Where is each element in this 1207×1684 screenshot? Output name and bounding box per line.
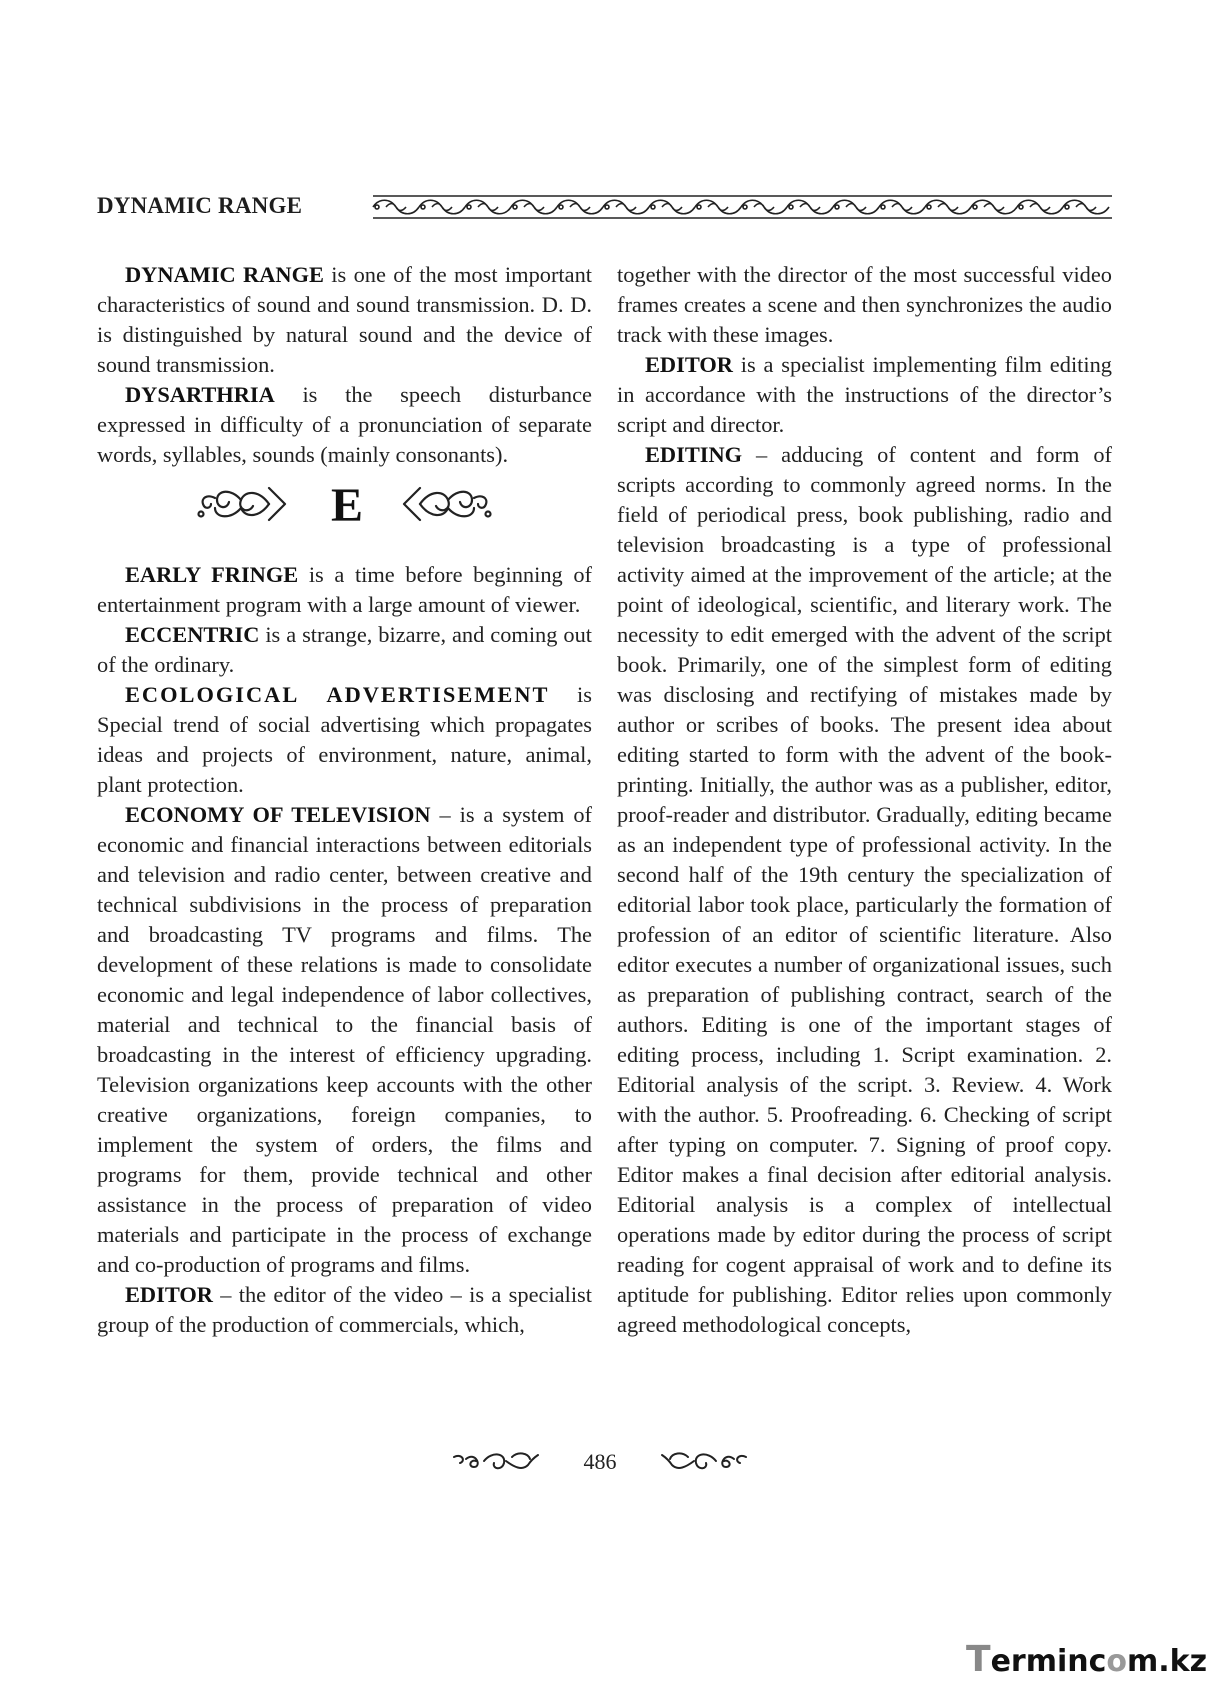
ornament-right-icon — [402, 480, 492, 528]
watermark-lead: T — [966, 1639, 991, 1680]
entry-definition: is a strange, bizarre, and coming out of the ordinary. — [97, 622, 592, 677]
entry-term: EDITOR — [645, 352, 733, 377]
entry-definition: is a specialist implementing film editing in accordance with the instructions of the director’s script and director. — [617, 352, 1112, 437]
entry-continuation: together with the director of the most successful video frames creates a scene and then synchronizes the audio track with these images. — [617, 262, 1112, 347]
running-head-title: DYNAMIC RANGE — [97, 193, 303, 218]
watermark-part1: erminc — [990, 1644, 1107, 1679]
left-column — [97, 260, 592, 1340]
entry-definition: – is a system of economic and financial interactions between editorials and television and radio center, between creative and technical subdivisions in the process of preparation and broadcasting TV programs and films. The development of these relations is made to consolidate economic and legal independence of labor collectives, material and technical to the financial basis of broadcasting in the interest of efficiency upgrading. Television organizations keep accounts with the other creative organizations, foreign companies, to implement the system of orders, the films and programs for them, provide technical and other assistance in the process of preparation of video materials and participate in the process of exchange and co-production of programs and films. — [97, 802, 592, 1277]
page-number: 486 — [583, 1449, 617, 1474]
section-divider — [97, 470, 592, 554]
page-footer — [0, 1443, 1191, 1483]
entry-term: EARLY FRINGE — [125, 562, 299, 587]
entry-editor — [617, 350, 1112, 440]
entry-term: ECOLOGICAL ADVERTISEMENT — [125, 682, 550, 707]
entry-definition: is Special trend of social advertising which propagates ideas and projects of environment, nature, animal, plant protection. — [97, 682, 592, 797]
entry-dynamic-range — [97, 260, 592, 380]
section-letter: E — [330, 479, 363, 532]
entry-editing — [617, 440, 1112, 1340]
entry-editor-video — [97, 1280, 592, 1340]
right-column — [617, 260, 1112, 1340]
watermark-logo[interactable] — [966, 1639, 1207, 1680]
entry-dysarthria — [97, 380, 592, 470]
entry-economy-of-television — [97, 800, 592, 1280]
ornament-left-icon — [197, 480, 287, 528]
entry-ecological-advertisement — [97, 680, 592, 800]
footer-ornament-left-icon — [452, 1447, 540, 1477]
entry-term: ECCENTRIC — [125, 622, 260, 647]
entry-term: ECONOMY OF TELEVISION — [125, 802, 431, 827]
entry-term: EDITOR — [125, 1282, 213, 1307]
entry-term: DYNAMIC RANGE — [125, 262, 324, 287]
header-ornament-band-icon — [373, 194, 1112, 220]
entry-early-fringe — [97, 560, 592, 620]
entry-definition: is a time before beginning of entertainment program with a large amount of viewer. — [97, 562, 593, 617]
watermark-part3: m.kz — [1127, 1644, 1207, 1679]
entry-definition: is the speech disturbance expressed in difficulty of a pronunciation of separate words, syllables, sounds (mainly consonants). — [97, 382, 592, 467]
entry-definition: – adducing of content and form of scripts according to commonly agreed norms. In the field of periodical press, book publishing, radio and television broadcasting is a type of professional activity aimed at the improvement of the article; at the point of ideological, scientific, and literary work. The necessity to edit emerged with the advent of the script book. Primarily, one of the simplest form of editing was disclosing and rectifying of mistakes made by author or scribes of books. The present idea about editing started to form with the advent of the book-printing. Initially, the author was as a publisher, editor, proof-reader and distributor. Gradually, editing became as an independent type of professional activity. In the second half of the 19th century the specialization of editorial labor took place, particularly the formation of profession of an editor of scientific literature. Also editor executes a number of organizational issues, such as preparation of publishing contract, search of the authors. Editing is one of the important stages of editing process, including 1. Script examination. 2. Editorial analysis of the script. 3. Review. 4. Work with the author. 5. Proofreading. 6. Checking of script after typing on computer. 7. Signing of proof copy. Editor makes a final decision after editorial analysis. Editorial analysis is a complex of intellectual operations made by editor during the process of script reading for cogent appraisal of work and to define its aptitude for publishing. Editor relies upon commonly agreed methodological concepts, — [617, 442, 1112, 1337]
entry-term: EDITING — [645, 442, 743, 467]
entry-definition: – the editor of the video – is a specialist group of the production of commercials, which, — [97, 1282, 592, 1337]
running-header — [97, 192, 1112, 224]
entry-eccentric — [97, 620, 592, 680]
entry-definition: is one of the most important characteristics of sound and sound transmission. D. D. is distinguished by natural sound and the device of sound transmission. — [97, 262, 592, 377]
entry-term: DYSARTHRIA — [125, 382, 275, 407]
watermark-part2: o — [1106, 1644, 1128, 1679]
footer-ornament-right-icon — [660, 1447, 748, 1477]
